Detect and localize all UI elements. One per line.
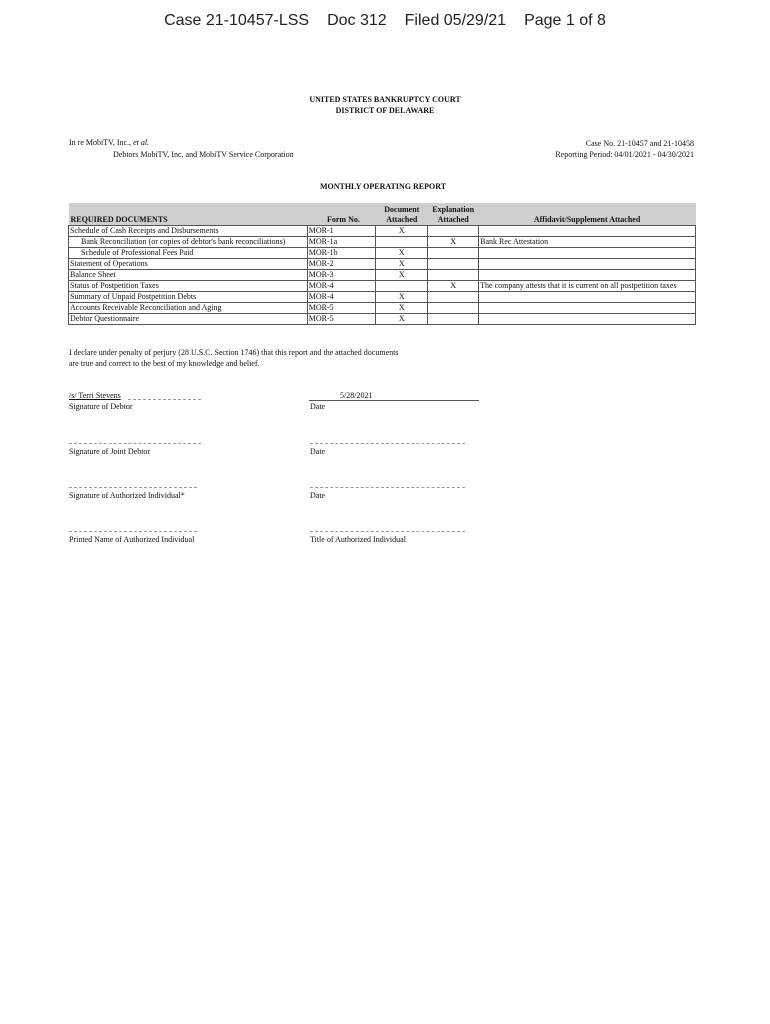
- table-row: [69, 303, 696, 314]
- printed-name-line: [69, 531, 197, 532]
- in-re-caption: In re MobiTV, Inc., et al.: [69, 138, 150, 147]
- document-name-cell: Status of Postpetition Taxes: [69, 281, 308, 292]
- document-name-cell: Debtor Questionnaire: [69, 314, 308, 325]
- page-indicator: Page 1 of 8: [524, 12, 606, 29]
- et-al: et al.: [133, 138, 150, 147]
- filing-stamp-header: [0, 12, 770, 30]
- debtor-signature-line: [128, 399, 201, 400]
- document-attached-cell: X: [376, 248, 428, 259]
- table-header-row: [69, 203, 696, 226]
- case-number: Case 21-10457-LSS: [164, 12, 310, 29]
- explanation-attached-cell: [428, 226, 479, 237]
- document-attached-cell: [376, 281, 428, 292]
- authorized-date-label: Date: [310, 491, 326, 500]
- form-no-cell: MOR-1b: [307, 248, 376, 259]
- explanation-attached-cell: [428, 303, 479, 314]
- joint-debtor-signature-line: [69, 443, 201, 444]
- affidavit-cell: The company attests that it is current on all postpetition taxes: [479, 281, 696, 292]
- court-name: UNITED STATES BANKRUPTCY COURT: [309, 95, 461, 104]
- reporting-period: Reporting Period: 04/01/2021 - 04/30/2021: [555, 150, 694, 159]
- table-row: [69, 259, 696, 270]
- authorized-signature-line: [69, 487, 197, 488]
- document-attached-cell: X: [376, 226, 428, 237]
- affidavit-cell: [479, 303, 696, 314]
- document-name-cell: Balance Sheet: [69, 270, 308, 281]
- explanation-attached-cell: [428, 259, 479, 270]
- affidavit-cell: [479, 292, 696, 303]
- affidavit-cell: [479, 314, 696, 325]
- report-title: MONTHLY OPERATING REPORT: [319, 182, 447, 191]
- document-attached-cell: X: [376, 259, 428, 270]
- explanation-attached-cell: X: [428, 237, 479, 248]
- affidavit-cell: [479, 248, 696, 259]
- authorized-date-line: [310, 487, 465, 488]
- affidavit-cell: [479, 259, 696, 270]
- debtor-date-label: Date: [310, 402, 326, 411]
- table-row: [69, 314, 696, 325]
- title-line: [310, 531, 465, 532]
- table-row: [69, 292, 696, 303]
- explanation-attached-cell: X: [428, 281, 479, 292]
- doc-number: Doc 312: [327, 12, 387, 29]
- filed-date: Filed 05/29/21: [404, 12, 507, 29]
- affidavit-cell: Bank Rec Attestation: [479, 237, 696, 248]
- table-row: [69, 270, 696, 281]
- case-no: Case No. 21-10457 and 21-10458: [585, 139, 694, 148]
- form-no-cell: MOR-3: [307, 270, 376, 281]
- title-label: Title of Authorized Individual: [310, 535, 406, 544]
- document-name-cell: Accounts Receivable Reconciliation and Aging: [69, 303, 308, 314]
- explanation-attached-cell: [428, 270, 479, 281]
- authorized-signature-label: Signature of Authorized Individual*: [69, 491, 185, 500]
- table-row: [69, 237, 696, 248]
- debtor-signature-label: Signature of Debtor: [69, 402, 133, 411]
- document-name-cell: Statement of Operations: [69, 259, 308, 270]
- document-name-cell: Summary of Unpaid Postpetition Debts: [69, 292, 308, 303]
- form-no-cell: MOR-4: [307, 292, 376, 303]
- header-required-documents: REQUIRED DOCUMENTS: [69, 203, 308, 226]
- debtor-signature-value: /s/ Terri Stevens: [69, 391, 121, 400]
- document-name-cell: Bank Reconciliation (or copies of debtor's bank reconciliations): [69, 237, 308, 248]
- document-attached-cell: X: [376, 270, 428, 281]
- printed-name-label: Printed Name of Authorized Individual: [69, 535, 195, 544]
- affidavit-cell: [479, 226, 696, 237]
- declaration-line-2: are true and correct to the best of my knowledge and belief.: [69, 359, 260, 368]
- header-explanation-attached: Explanation Attached: [428, 203, 479, 226]
- joint-date-line: [310, 443, 465, 444]
- debtor-date-line: [309, 400, 479, 401]
- joint-debtor-label: Signature of Joint Debtor: [69, 447, 151, 456]
- document-attached-cell: X: [376, 303, 428, 314]
- document-attached-cell: X: [376, 292, 428, 303]
- header-affidavit: Affidavit/Supplement Attached: [479, 203, 696, 226]
- declaration-line-1: I declare under penalty of perjury (28 U.S.C. Section 1746) that this report and the attached documents: [69, 348, 399, 357]
- debtors-caption: Debtors MobiTV, Inc. and MobiTV Service Corporation: [113, 150, 294, 159]
- joint-date-label: Date: [310, 447, 326, 456]
- document-name-cell: Schedule of Cash Receipts and Disbursements: [69, 226, 308, 237]
- form-no-cell: MOR-1: [307, 226, 376, 237]
- table-row: [69, 248, 696, 259]
- explanation-attached-cell: [428, 248, 479, 259]
- form-no-cell: MOR-4: [307, 281, 376, 292]
- document-name-cell: Schedule of Professional Fees Paid: [69, 248, 308, 259]
- form-no-cell: MOR-1a: [307, 237, 376, 248]
- debtor-date-value: 5/28/2021: [340, 391, 373, 400]
- header-form-no: Form No.: [307, 203, 376, 226]
- explanation-attached-cell: [428, 314, 479, 325]
- court-heading: [0, 94, 770, 116]
- document-attached-cell: [376, 237, 428, 248]
- table-row: [69, 281, 696, 292]
- form-no-cell: MOR-5: [307, 314, 376, 325]
- form-no-cell: MOR-5: [307, 303, 376, 314]
- document-attached-cell: X: [376, 314, 428, 325]
- table-row: [69, 226, 696, 237]
- affidavit-cell: [479, 270, 696, 281]
- required-documents-table: [68, 203, 696, 325]
- header-document-attached: Document Attached: [376, 203, 428, 226]
- form-no-cell: MOR-2: [307, 259, 376, 270]
- court-district: DISTRICT OF DELAWARE: [335, 106, 435, 115]
- explanation-attached-cell: [428, 292, 479, 303]
